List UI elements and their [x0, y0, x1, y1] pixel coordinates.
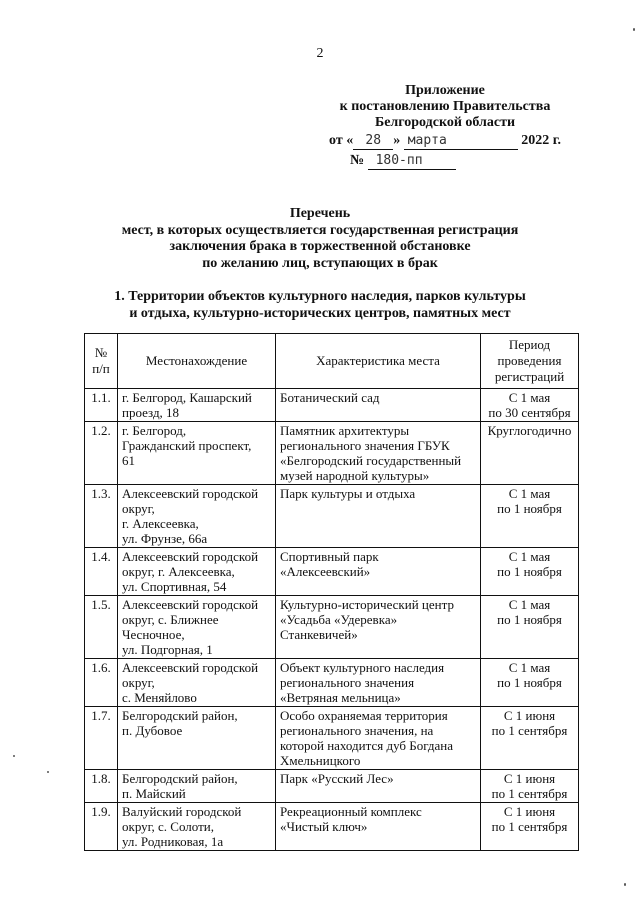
row-period: С 1 мая по 1 ноября [481, 548, 579, 596]
row-description: Парк культуры и отдыха [276, 485, 481, 548]
scan-speck [633, 28, 635, 31]
table-row [85, 389, 579, 422]
scan-speck [47, 771, 49, 773]
row-num: 1.5. [85, 596, 118, 659]
row-description: Ботанический сад [276, 389, 481, 422]
row-description: Рекреационный комплекс «Чистый ключ» [276, 803, 481, 851]
title-line-2: мест, в которых осуществляется государственная регистрация [121, 222, 519, 238]
row-location: Алексеевский городской округ, г. Алексеевка, ул. Фрунзе, 66а [118, 485, 276, 548]
row-num: 1.3. [85, 485, 118, 548]
row-description: Парк «Русский Лес» [276, 770, 481, 803]
appendix-date-line [320, 133, 570, 150]
table-row [85, 803, 579, 851]
row-period: С 1 мая по 30 сентября [481, 389, 579, 422]
date-year: 2022 г. [521, 133, 561, 148]
row-location: Белгородский район, п. Майский [118, 770, 276, 803]
row-description: Спортивный парк «Алексеевский» [276, 548, 481, 596]
row-num: 1.4. [85, 548, 118, 596]
date-mid: » [393, 133, 401, 148]
title-line-4: по желанию лиц, вступающих в брак [202, 255, 438, 271]
date-prefix: от « [329, 133, 354, 148]
scan-speck [13, 755, 15, 757]
row-num: 1.7. [85, 707, 118, 770]
row-location: Валуйский городской округ, с. Солоти, ул. Родниковая, 1а [118, 803, 276, 851]
date-day: 28 [353, 133, 393, 150]
section-line-1: 1. Территории объектов культурного наследия, парков культуры [114, 289, 526, 304]
places-table [84, 333, 579, 851]
date-month: марта [404, 133, 518, 150]
row-description: Памятник архитектуры регионального значения ГБУК «Белгородский государственный музей народной культуры» [276, 422, 481, 485]
table-row [85, 707, 579, 770]
row-location: г. Белгород, Гражданский проспект, 61 [118, 422, 276, 485]
table-row [85, 770, 579, 803]
appendix-number-line [320, 153, 570, 170]
row-description: Особо охраняемая территория регионального значения, на которой находится дуб Богдана Хмельницкого [276, 707, 481, 770]
row-location: Алексеевский городской округ, г. Алексеевка, ул. Спортивная, 54 [118, 548, 276, 596]
row-period: С 1 июня по 1 сентября [481, 803, 579, 851]
appendix-heading: Приложение [405, 83, 485, 98]
title-line-1: Перечень [289, 206, 351, 221]
table-row [85, 485, 579, 548]
table-row [85, 548, 579, 596]
row-num: 1.1. [85, 389, 118, 422]
table-header-row [85, 334, 579, 389]
appendix-resolution-line: к постановлению Правительства [339, 99, 551, 114]
row-period: С 1 июня по 1 сентября [481, 707, 579, 770]
row-location: г. Белгород, Кашарский проезд, 18 [118, 389, 276, 422]
header-description: Характеристика места [276, 334, 481, 389]
row-description: Культурно-исторический центр «Усадьба «Удеревка» Станкевичей» [276, 596, 481, 659]
row-period: С 1 мая по 1 ноября [481, 659, 579, 707]
row-period: Круглогодично [481, 422, 579, 485]
section-line-2: и отдыха, культурно-исторических центров, памятных мест [129, 305, 511, 321]
resolution-number: 180-пп [368, 153, 456, 170]
table-row [85, 596, 579, 659]
row-location: Белгородский район, п. Дубовое [118, 707, 276, 770]
title-line-3: заключения брака в торжественной обстановке [169, 239, 471, 254]
scan-speck [624, 883, 626, 886]
appendix-region-line: Белгородской области [374, 115, 516, 130]
header-location: Местонахождение [118, 334, 276, 389]
appendix-block [320, 83, 570, 170]
row-period: С 1 мая по 1 ноября [481, 485, 579, 548]
section-title [0, 289, 640, 322]
table-row [85, 422, 579, 485]
table-row [85, 659, 579, 707]
row-location: Алексеевский городской округ, с. Ближнее Чесночное, ул. Подгорная, 1 [118, 596, 276, 659]
document-title [0, 206, 640, 272]
row-description: Объект культурного наследия регионального значения «Ветряная мельница» [276, 659, 481, 707]
row-num: 1.6. [85, 659, 118, 707]
row-num: 1.9. [85, 803, 118, 851]
row-location: Алексеевский городской округ, с. Меняйлово [118, 659, 276, 707]
row-num: 1.2. [85, 422, 118, 485]
row-period: С 1 июня по 1 сентября [481, 770, 579, 803]
row-num: 1.8. [85, 770, 118, 803]
header-period: Период проведения регистраций [481, 334, 579, 389]
row-period: С 1 мая по 1 ноября [481, 596, 579, 659]
page-number: 2 [316, 46, 324, 61]
number-prefix: № [350, 153, 365, 168]
header-num: № п/п [85, 334, 118, 389]
